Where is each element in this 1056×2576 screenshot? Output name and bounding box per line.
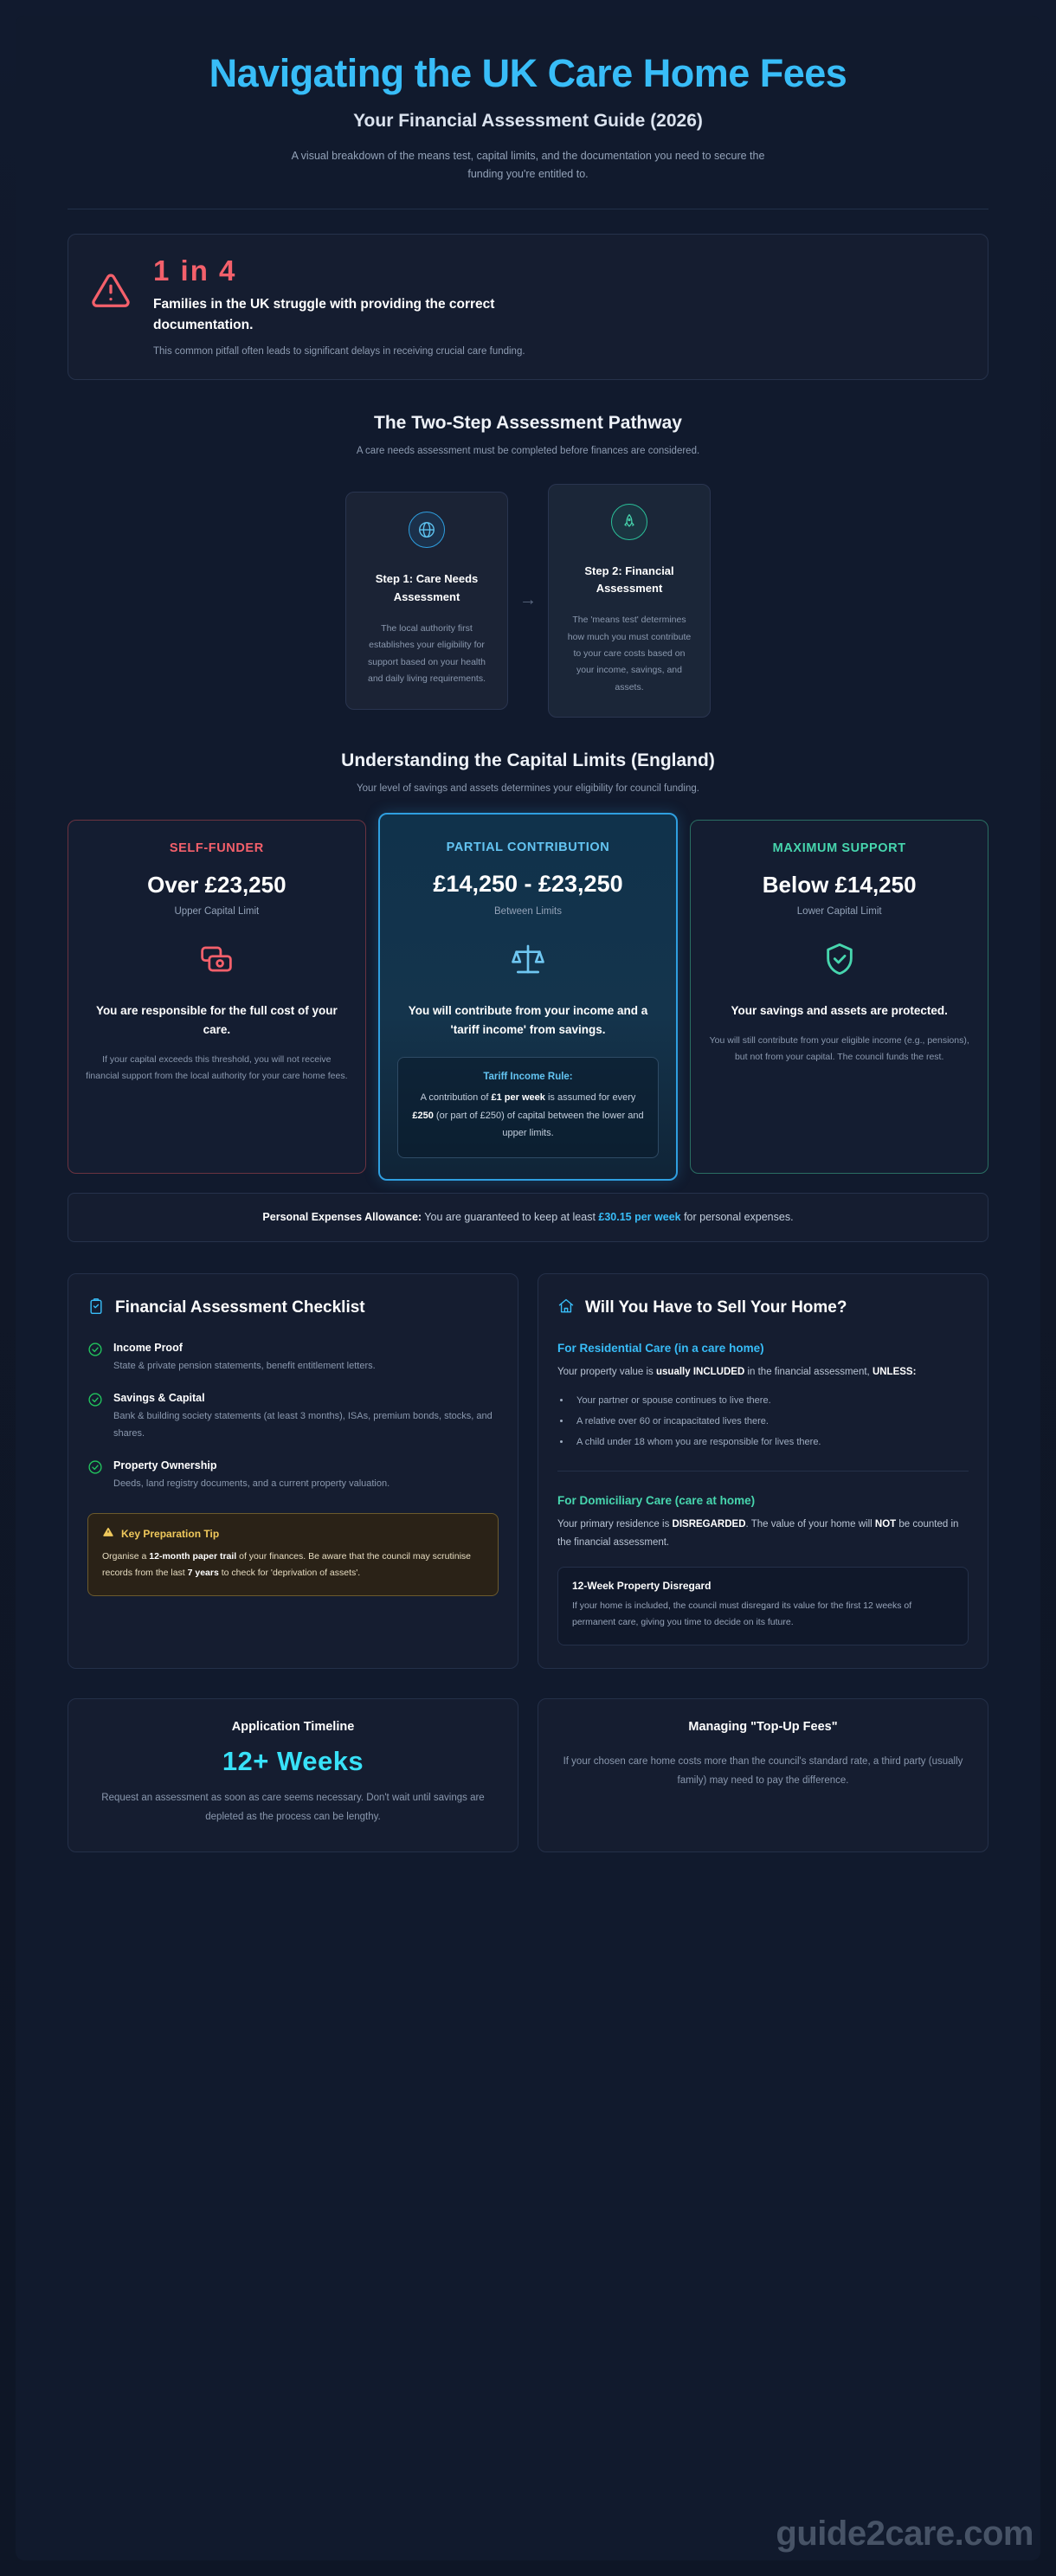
infographic-inner [16,16,1040,2560]
list-item-title: Property Ownership [113,1459,217,1472]
capital-card-maximum-support [690,820,988,1174]
pea-text-1: You are guaranteed to keep at least [422,1211,599,1224]
domiciliary-care-paragraph [557,1516,969,1551]
tariff-text-3: (or part of £250) of capital between the lower and upper limits. [433,1110,644,1138]
scales-icon [397,939,660,979]
res-text-2: in the financial assessment, [744,1367,872,1378]
note-body: If your home is included, the council must disregard its value for the first 12 weeks of permanent care, giving you time to decide on its future. [572,1600,912,1628]
res-bold-1: usually INCLUDED [656,1367,745,1378]
home-panel-title: Will You Have to Sell Your Home? [585,1298,847,1317]
tariff-bold-2: £250 [412,1110,434,1121]
page-title: Navigating the UK Care Home Fees [209,51,847,95]
capital-card-partial-contribution [378,813,679,1181]
list-item [87,1342,499,1375]
tariff-rule-text [410,1089,647,1142]
capital-card-label: PARTIAL CONTRIBUTION [446,840,610,855]
capital-card-sublabel: Between Limits [494,905,562,917]
list-item: • A child under 18 whom you are responsible for lives there. [571,1433,969,1451]
list-item-description: Bank & building society statements (at least 3 months), ISAs, premium bonds, stocks, and shares. [113,1411,493,1439]
domiciliary-care-heading: For Domiciliary Care (care at home) [557,1493,756,1507]
capital-section-subtitle: Your level of savings and assets determines your eligibility for council funding. [357,783,699,795]
tip-text-2: of your finances. Be aware that the council may scrutinise records from the last [102,1551,472,1578]
detail-panels [68,1273,988,1669]
res-bold-2: UNLESS: [872,1367,917,1378]
pathway-section-subtitle: A care needs assessment must be completed before finances are considered. [356,445,700,456]
list-item: • Your partner or spouse continues to live there. [571,1392,969,1409]
pathway-steps [68,484,988,718]
residential-care-paragraph [557,1363,969,1381]
globe-icon [409,512,445,548]
pea-text-2: for personal expenses. [680,1211,794,1224]
capital-card-sublabel: Lower Capital Limit [796,905,882,917]
checklist-items [87,1342,499,1492]
check-circle-icon [87,1342,103,1375]
list-item-title: Income Proof [113,1342,183,1355]
capital-card-body: You will still contribute from your eligible income (e.g., pensions), but not from your capital. The council funds the rest. [709,1034,969,1063]
pathway-section-title: The Two-Step Assessment Pathway [374,412,682,433]
capital-card-amount: Below £14,250 [762,872,917,898]
warning-triangle-icon [102,1526,114,1541]
tariff-text-2: is assumed for every [544,1092,636,1104]
statistic-alert-card [68,234,988,379]
dom-bold-1: DISREGARDED [672,1518,746,1530]
page-description: A visual breakdown of the means test, capital limits, and the documentation you need to secure the funding you're entitled to. [291,149,765,181]
alert-headline: Families in the UK struggle with providing the correct documentation. [153,296,495,332]
bottom-card-title: Application Timeline [231,1719,355,1734]
tariff-rule-title: Tariff Income Rule: [483,1072,573,1083]
tip-text-3: to check for 'deprivation of assets'. [218,1568,361,1578]
banknotes-icon [86,939,348,979]
capital-cards [68,820,988,1174]
list-item-description: State & private pension statements, benefit entitlement letters. [113,1361,376,1372]
list-item-title: Savings & Capital [113,1392,205,1405]
capital-card-self-funder [68,820,366,1174]
capital-card-headline: You will contribute from your income and a 'tariff income' from savings. [408,1003,648,1037]
alert-statistic: 1 in 4 [153,254,237,287]
key-preparation-tip-box [87,1513,499,1596]
arrow-right-icon: → [519,590,537,610]
tip-bold-1: 12-month paper trail [149,1551,237,1562]
list-item [87,1459,499,1492]
capital-card-label: MAXIMUM SUPPORT [772,841,906,856]
step-card-description: The 'means test' determines how much you must contribute to your care costs based on your income, savings, and assets. [567,615,692,692]
application-timeline-card [68,1698,518,1852]
dom-text-2: . The value of your home will [745,1518,875,1530]
capital-card-label: SELF-FUNDER [169,841,264,856]
pea-amount: £30.15 per week [598,1211,681,1224]
step-card-title: Step 1: Care Needs Assessment [375,572,479,604]
residential-care-heading: For Residential Care (in a care home) [557,1342,764,1356]
list-item: • A relative over 60 or incapacitated lives there. [571,1413,969,1430]
bottom-cards [68,1698,988,1852]
rocket-icon [611,504,647,540]
top-up-fees-card [538,1698,988,1852]
dom-text-1: Your primary residence is [557,1518,673,1530]
tip-title-text: Key Preparation Tip [121,1527,220,1540]
tip-text-1: Organise a [102,1551,150,1562]
step-card-title: Step 2: Financial Assessment [584,564,674,596]
checklist-header [87,1297,499,1319]
dom-text-3: be counted in the financial assessment. [557,1518,959,1548]
home-panel-header [557,1297,969,1319]
dom-bold-2: NOT [874,1518,897,1530]
tip-bold-2: 7 years [187,1568,219,1578]
personal-expenses-allowance-bar [68,1193,988,1242]
financial-assessment-checklist-panel [68,1273,518,1669]
check-circle-icon [87,1459,103,1492]
step-card-financial [548,484,711,718]
alert-note: This common pitfall often leads to significant delays in receiving crucial care funding. [153,345,525,357]
list-item-text [113,1459,499,1492]
tip-body [102,1549,484,1581]
res-text-1: Your property value is [557,1367,657,1378]
sell-your-home-panel [538,1273,988,1669]
capital-card-headline: You are responsible for the full cost of your care. [95,1003,338,1036]
clipboard-check-icon [87,1298,105,1319]
list-item-text [113,1392,499,1442]
capital-card-headline: Your savings and assets are protected. [731,1003,948,1017]
capital-section-title: Understanding the Capital Limits (England) [341,750,715,771]
tariff-bold-1: £1 per week [491,1092,545,1104]
page-subtitle: Your Financial Assessment Guide (2026) [353,110,703,131]
checklist-title: Financial Assessment Checklist [115,1298,365,1317]
capital-card-amount: Over £23,250 [147,872,287,898]
bottom-card-title: Managing "Top-Up Fees" [688,1719,838,1734]
bottom-card-description: Request an assessment as soon as care seems necessary. Don't wait until savings are depleted as the process can be lengthy. [101,1792,485,1822]
capital-card-body: If your capital exceeds this threshold, you will not receive financial support from the local authority for your care home fees. [86,1054,348,1082]
tariff-income-rule-box [397,1057,660,1158]
tariff-text-1: A contribution of [420,1092,492,1104]
residential-exceptions-list [571,1392,969,1452]
list-item [87,1392,499,1442]
home-panel-divider [557,1471,969,1472]
shield-check-icon [708,939,970,979]
list-item-text [113,1342,499,1375]
capital-card-sublabel: Upper Capital Limit [174,905,260,917]
home-icon [557,1298,575,1319]
capital-card-amount: £14,250 - £23,250 [433,871,623,898]
bottom-card-description: If your chosen care home costs more than the council's standard rate, a third party (usually family) may need to pay the difference. [563,1755,963,1786]
alert-body [153,255,965,356]
step-card-description: The local authority first establishes your eligibility for support based on your health and daily living requirements. [367,622,486,685]
check-circle-icon [87,1392,103,1442]
bottom-card-stat: 12+ Weeks [222,1745,364,1776]
twelve-week-disregard-box [557,1567,969,1645]
site-watermark: guide2care.com [776,2515,1033,2553]
step-card-care-needs [345,492,508,709]
warning-triangle-icon [91,255,131,315]
note-title: 12-Week Property Disregard [572,1580,712,1593]
list-item-description: Deeds, land registry documents, and a current property valuation. [113,1478,390,1489]
pea-label: Personal Expenses Allowance: [262,1211,422,1224]
tip-header [102,1526,484,1541]
